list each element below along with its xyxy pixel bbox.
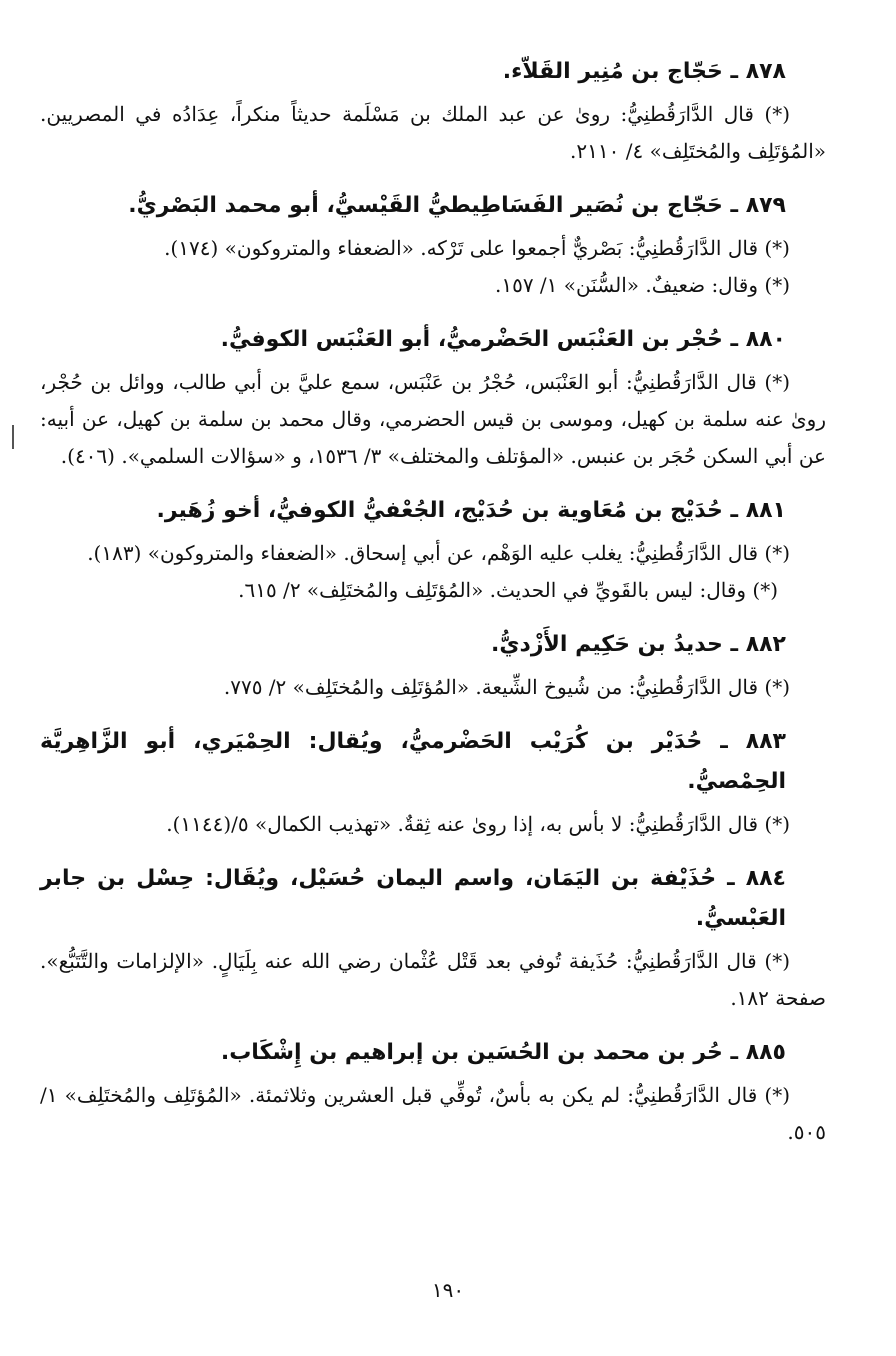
entry-paragraph: (*) قال الدَّارَقُطنِيُّ: من شُيوخ الشِّيعة. «المُؤتَلِف والمُختَلِف» ٢/ ٧٧٥. bbox=[223, 675, 790, 699]
page-number: ١٩٠ bbox=[431, 1278, 465, 1302]
entry-879 bbox=[40, 186, 826, 304]
entry-880 bbox=[40, 320, 826, 475]
entry-882 bbox=[40, 625, 826, 706]
entry-883 bbox=[40, 722, 826, 843]
entry-paragraph: (*) قال الدَّارَقُطنِيُّ: يغلب عليه الوَهْم، عن أبي إسحاق. «الضعفاء والمتروكون» (١٨٣). bbox=[87, 541, 790, 565]
entry-884 bbox=[40, 859, 826, 1017]
entry-paragraph: (*) قال الدَّارَقُطنِيُّ: روىٰ عن عبد الملك بن مَسْلَمة حديثاً منكراً، عِدَادُه في المصريين. «المُؤتَلِف والمُختَلِف» ٤/ ٢١١٠. bbox=[40, 102, 826, 163]
entry-885 bbox=[40, 1033, 826, 1151]
entry-878 bbox=[40, 52, 826, 170]
scan-margin-mark bbox=[12, 425, 14, 449]
entry-heading: ٨٨٢ ـ حديدُ بن حَكِيم الأَزْديُّ. bbox=[491, 632, 786, 657]
entry-heading: ٨٨٥ ـ حُر بن محمد بن الحُسَين بن إبراهيم بن إِشْكَاب. bbox=[220, 1040, 786, 1065]
entry-881 bbox=[40, 491, 826, 609]
entry-heading: ٨٨٤ ـ حُذَيْفة بن اليَمَان، واسم اليمان حُسَيْل، ويُقَال: حِسْل بن جابر العَبْسيُّ. bbox=[40, 866, 786, 931]
entry-heading: ٨٨١ ـ حُدَيْج بن مُعَاوية بن حُدَيْج، الجُعْفيُّ الكوفيُّ، أخو زُهَير. bbox=[156, 498, 786, 523]
entry-paragraph: (*) وقال: ضعيفٌ. «السُّنَن» ١/ ١٥٧. bbox=[494, 273, 790, 297]
entry-paragraph: (*) قال الدَّارَقُطنِيُّ: أبو العَنْبَس، حُجْرُ بن عَنْبَس، سمع عليَّ بن أبي طالب، ووائل بن حُجْر، روىٰ عنه سلمة بن كهيل، وموسى بن قيس الحضرمي، وقال محمد بن سلمة بن كهيل، عن أبيه: عن أبي السكن حُجَر بن عنبس. «المؤتلف والمختلف» ٣/ ١٥٣٦، و «سؤالات السلمي». (٤٠٦). bbox=[40, 370, 826, 468]
page-body bbox=[40, 52, 826, 1167]
entry-paragraph: (*) قال الدَّارَقُطنِيُّ: لم يكن به بأسٌ، تُوفِّي قبل العشرين وثلاثمئة. «المُؤتَلِف والمُختَلِف» ١/ ٥٠٥. bbox=[40, 1083, 826, 1144]
entry-heading: ٨٧٩ ـ حَجّاج بن نُصَير الفَسَاطِيطيُّ القَيْسيُّ، أبو محمد البَصْريُّ. bbox=[128, 193, 786, 218]
entry-heading: ٨٨٠ ـ حُجْر بن العَنْبَس الحَضْرميُّ، أبو العَنْبَس الكوفيُّ. bbox=[220, 327, 786, 352]
entry-heading: ٨٧٨ ـ حَجّاج بن مُنِير القَلاّء. bbox=[502, 59, 786, 84]
entry-paragraph: (*) قال الدَّارَقُطنِيُّ: حُذَيفة تُوفي بعد قَتْل عُثْمان رضي الله عنه بِلَيَالٍ. «الإلزامات والتَّتَبُّع». صفحة ١٨٢. bbox=[40, 949, 826, 1010]
entry-paragraph: (*) قال الدَّارَقُطنِيُّ: بَصْريٌّ أجمعوا على تَرْكه. «الضعفاء والمتروكون» (١٧٤). bbox=[164, 236, 790, 260]
entry-paragraph: (*) قال الدَّارَقُطنِيُّ: لا بأس به، إذا روىٰ عنه ثِقةٌ. «تهذيب الكمال» ٥/(١١٤٤). bbox=[166, 812, 790, 836]
entry-paragraph: (*) وقال: ليس بالقَويِّ في الحديث. «المُؤتَلِف والمُختَلِف» ٢/ ٦١٥. bbox=[238, 578, 778, 602]
entry-heading: ٨٨٣ ـ حُدَيْر بن كُرَيْب الحَضْرميُّ، ويُقال: الحِمْيَري، أبو الزَّاهِريَّة الحِمْصيُّ. bbox=[40, 729, 786, 794]
